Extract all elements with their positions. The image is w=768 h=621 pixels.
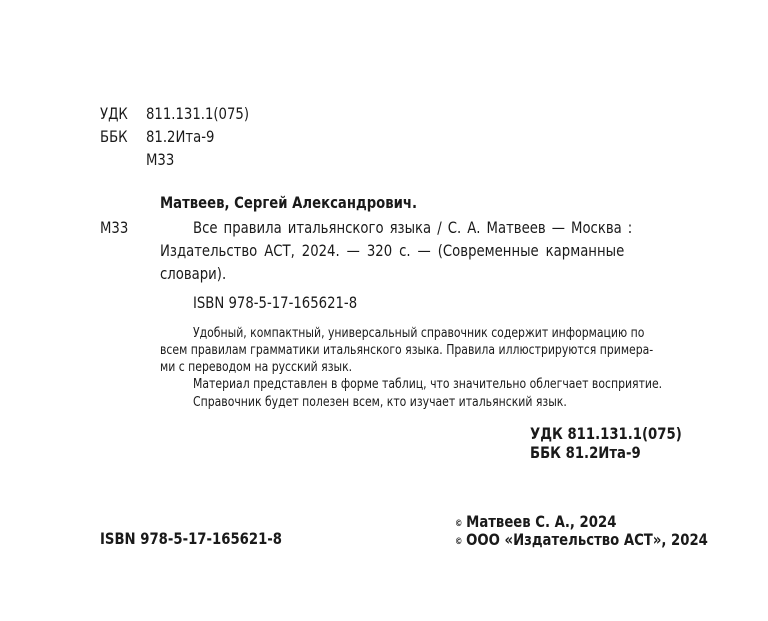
author-sign: М33 [146, 150, 175, 169]
annotation-line-5: Справочник будет полезен всем, кто изучает итальянский язык. [193, 395, 567, 410]
author-heading: Матвеев, Сергей Александрович. [160, 193, 418, 212]
copyright-publisher-text: ООО «Издательство АСТ», 2024 [466, 530, 708, 549]
bbk-label: ББК [100, 127, 128, 146]
udk-bold: УДК 811.131.1(075) [530, 424, 682, 443]
description-line-2: Издательство АСТ, 2024. — 320 с. — (Современные карманные [160, 241, 625, 260]
side-author-sign: М33 [100, 218, 129, 237]
annotation-line-2: всем правилам грамматики итальянского языка. Правила иллюстрируются примера- [160, 343, 654, 358]
annotation-line-4: Материал представлен в форме таблиц, что значительно облегчает восприятие. [193, 377, 663, 392]
copyright-symbol: © [455, 519, 463, 529]
annotation-line-3: ми с переводом на русский язык. [160, 360, 353, 375]
copyright-symbol: © [455, 537, 463, 547]
description-line-1: Все правила итальянского языка / С. А. Матвеев — Москва : [193, 218, 633, 237]
annotation-line-1: Удобный, компактный, универсальный справочник содержит информацию по [193, 326, 645, 341]
isbn-inline: ISBN 978-5-17-165621-8 [193, 293, 358, 312]
description-line-3: словари). [160, 264, 227, 283]
isbn-bottom: ISBN 978-5-17-165621-8 [100, 529, 283, 548]
udk-value: 811.131.1(075) [146, 104, 249, 123]
copyright-publisher [455, 530, 708, 552]
copyright-author-text: Матвеев С. А., 2024 [466, 512, 617, 531]
bbk-bold: ББК 81.2Ита-9 [530, 443, 641, 462]
bbk-value: 81.2Ита-9 [146, 127, 215, 146]
udk-label: УДК [100, 104, 128, 123]
